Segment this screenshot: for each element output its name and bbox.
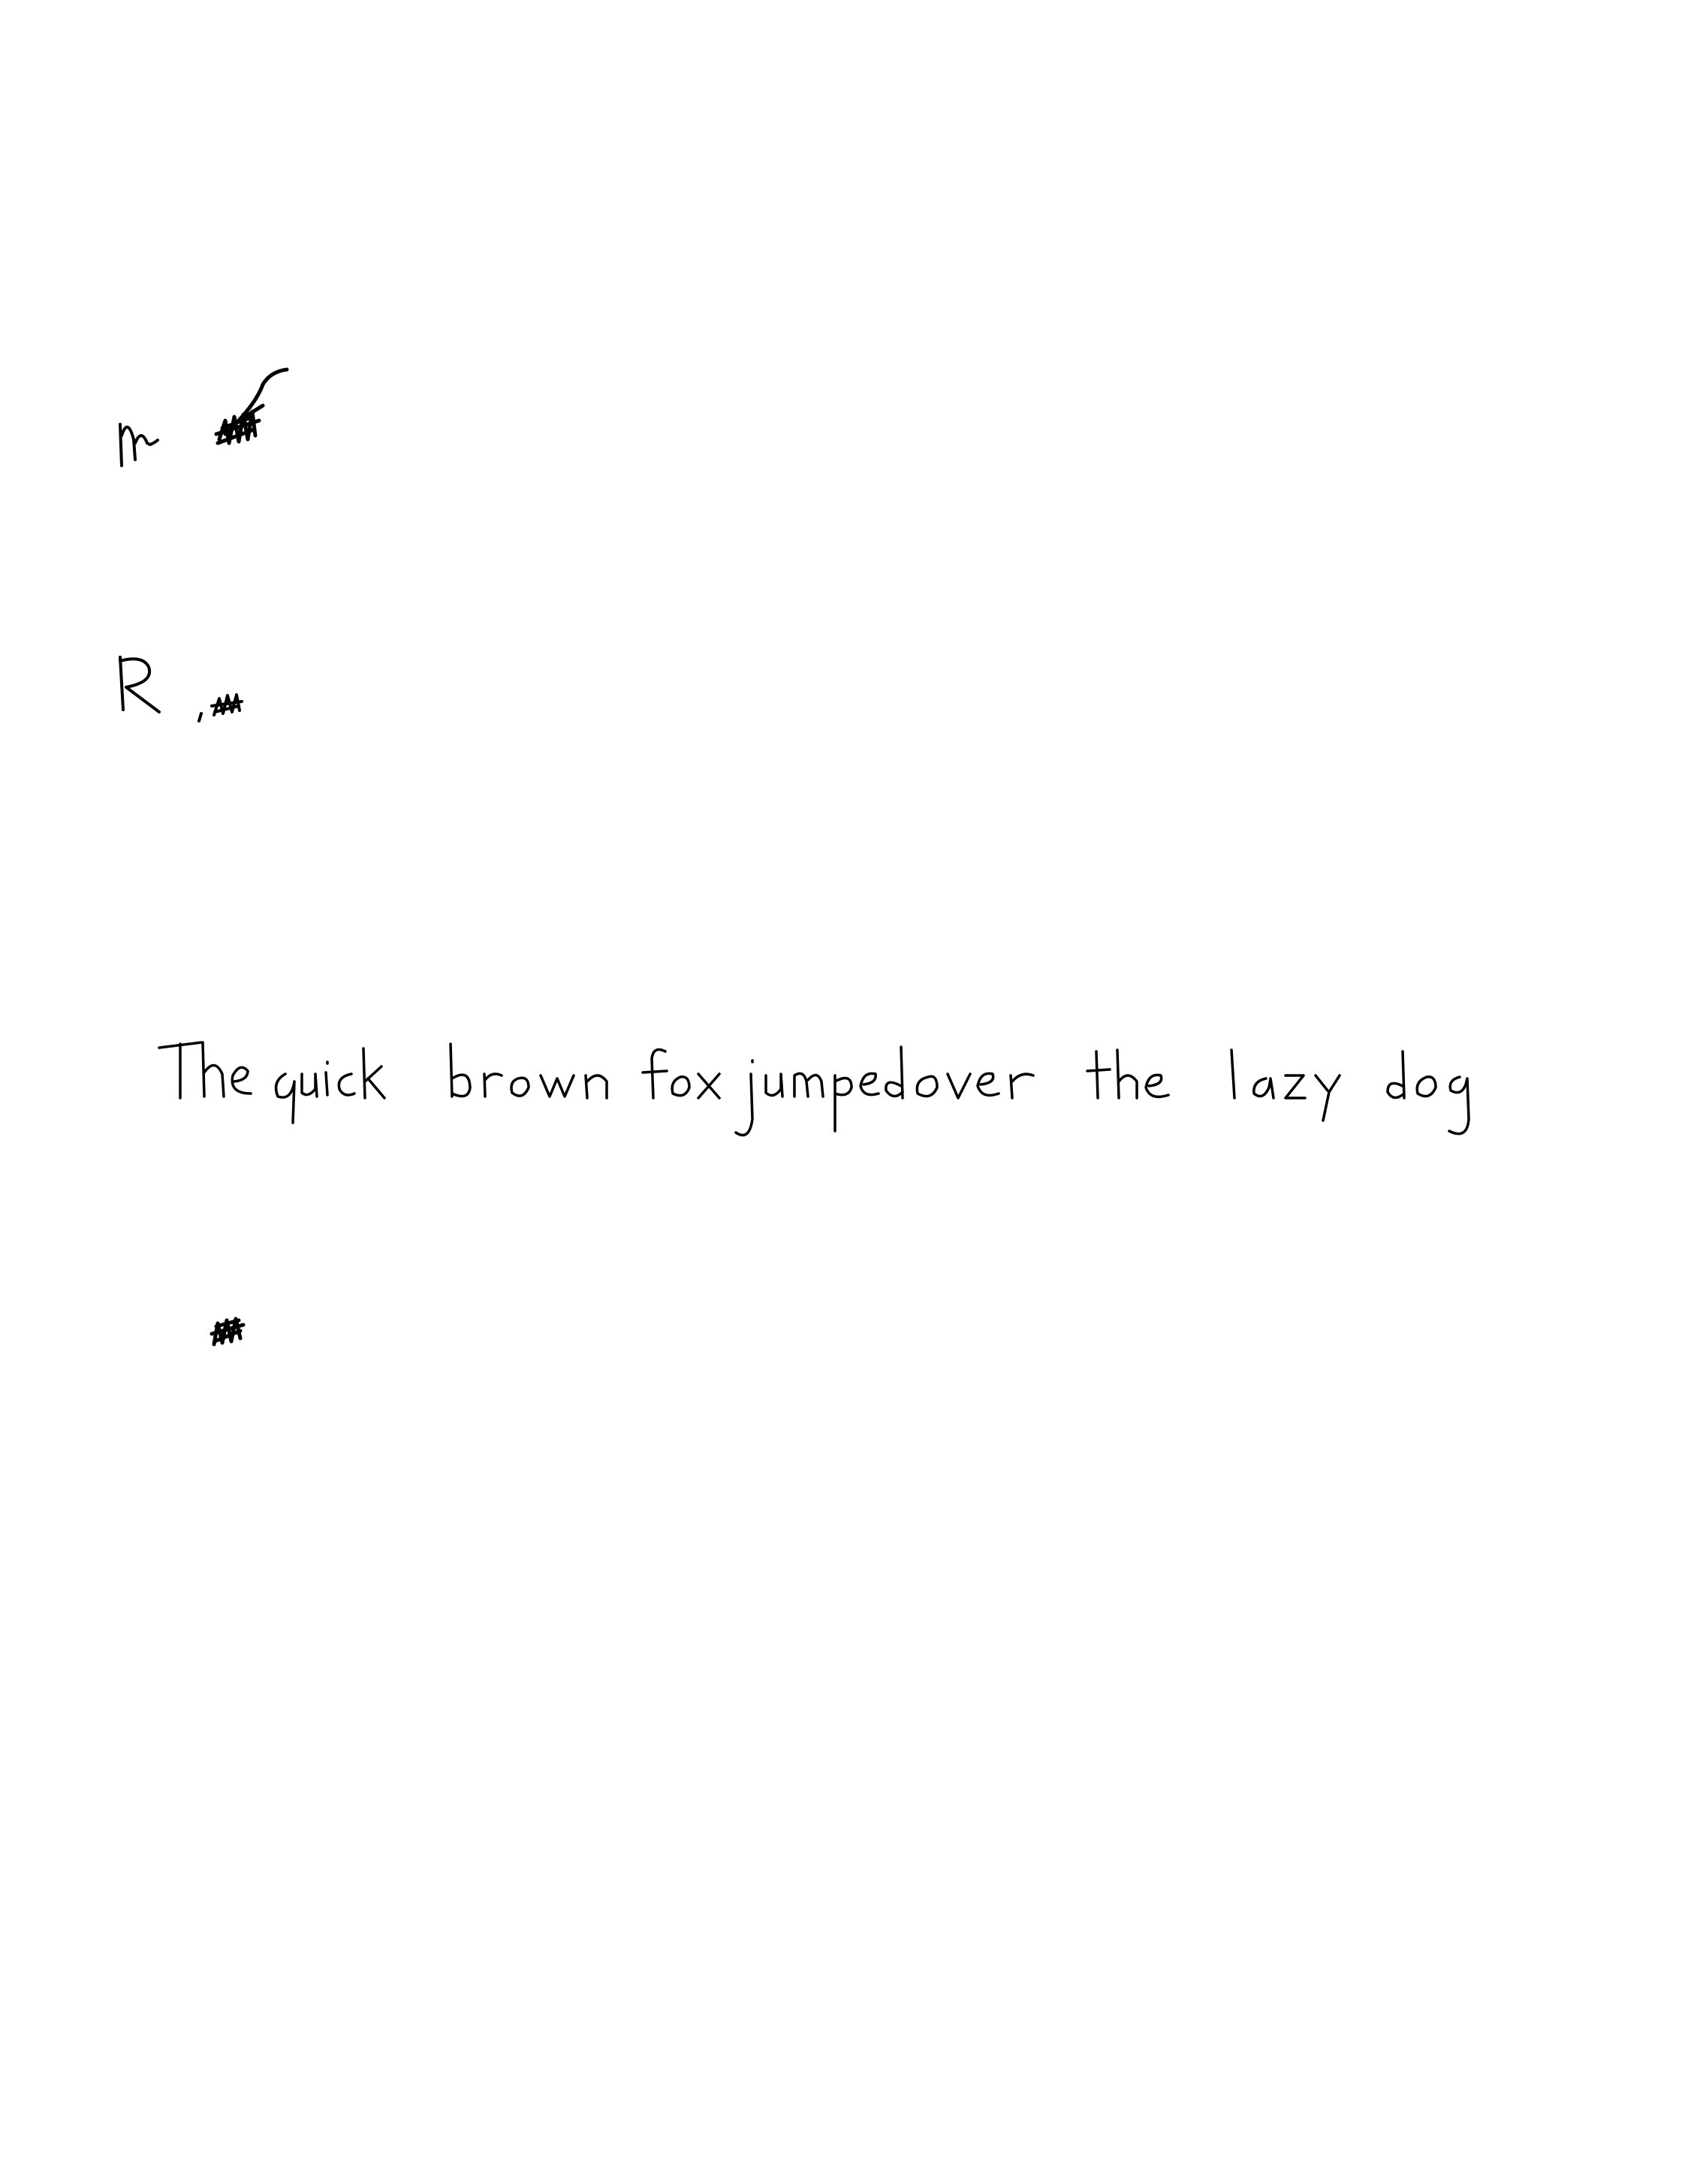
scribble-mark (216, 370, 287, 443)
bottom-scribble-mark (212, 1319, 243, 1344)
small-scribble-mark (199, 695, 242, 721)
handwritten-sentence-strokes (159, 1042, 1469, 1135)
row2-letter (113, 653, 165, 713)
row1-letter (113, 421, 165, 473)
